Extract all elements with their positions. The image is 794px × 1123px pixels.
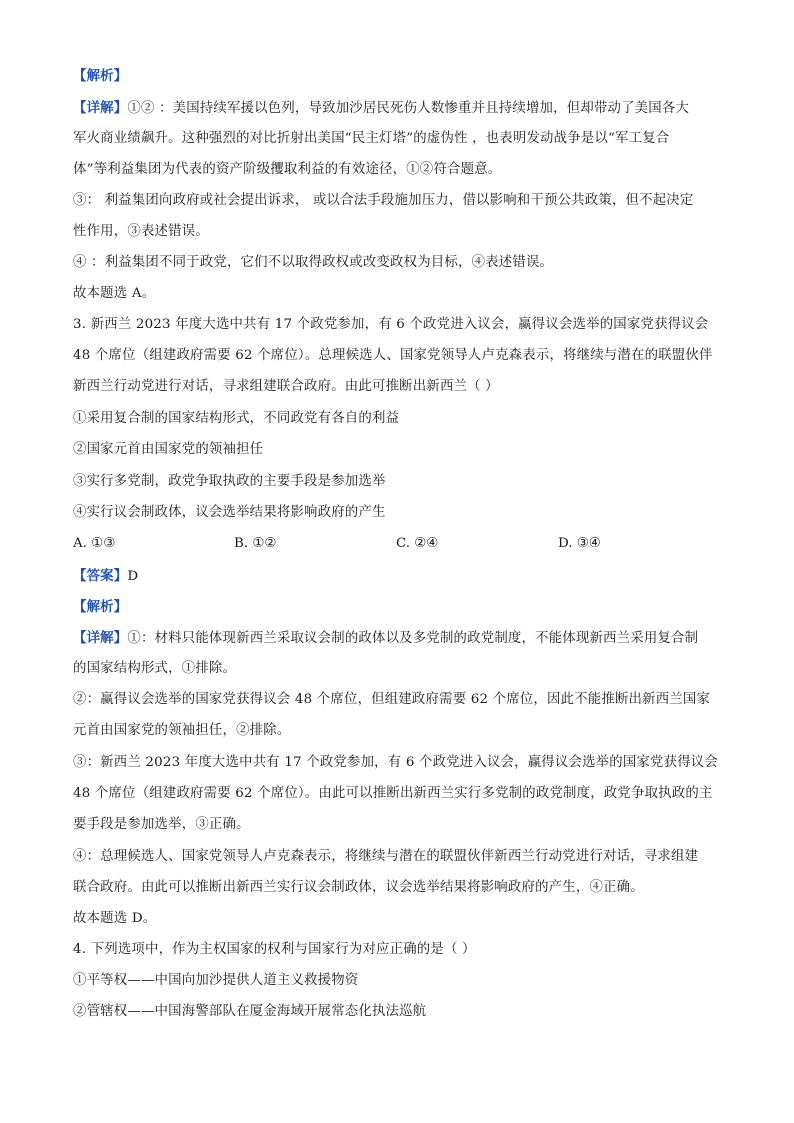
q3-detail-2-line-2: 元首由国家党的领袖担任，②排除。 xyxy=(73,723,291,738)
q3-stem-line-1: 3. 新西兰 2023 年度大选中共有 17 个政党参加，有 6 个政党进入议会，赢得议会选举的国家党获得议会 xyxy=(73,317,709,332)
q2-point-3-line-2: 性作用，③表述错误。 xyxy=(73,224,209,239)
q3-detail-3-line-1: ③：新西兰 2023 年度大选中共有 17 个政党参加，有 6 个政党进入议会，赢得议会选举的国家党获得议会 xyxy=(73,755,718,770)
q4-stem: 4. 下列选项中，作为主权国家的权利与国家行为对应正确的是（ ） xyxy=(73,942,476,957)
q3-detail-2-line-1: ②：赢得议会选举的国家党获得议会 48 个席位，但组建政府需要 62 个席位，因此不能推断出新西兰国家 xyxy=(73,692,711,707)
q3-option-d: D. ③④ xyxy=(558,536,601,551)
q3-statement-4: ④实行议会制政体，议会选举结果将影响政府的产生 xyxy=(73,505,386,520)
q3-detail-1-line-2: 的国家结构形式，①排除。 xyxy=(73,661,237,676)
q2-detail-line-3: 体”等利益集团为代表的资产阶级攫取利益的有效途径，①②符合题意。 xyxy=(73,162,502,177)
q3-detail-text: ①：材料只能体现新西兰采取议会制的政体以及多党制的政党制度，不能体现新西兰采用复合制 xyxy=(127,631,699,646)
q3-detail-3-line-2: 48 个席位（组建政府需要 62 个席位）。由此可以推断出新西兰实行多党制的政党制度，政党争取执政的主 xyxy=(73,786,713,801)
q3-analysis-heading xyxy=(73,597,723,618)
q3-conclusion: 故本题选 D。 xyxy=(73,911,157,926)
q3-detail-3-line-3: 要手段是参加选举，③正确。 xyxy=(73,817,250,832)
q3-detail-4-line-1: ④：总理候选人、国家党领导人卢克森表示，将继续与潜在的联盟伙伴新西兰行动党进行对话，寻求组建 xyxy=(73,849,699,864)
analysis-heading xyxy=(73,66,723,87)
answer-tag: 【答案】 xyxy=(73,568,128,584)
q3-statement-3: ③实行多党制，政党争取执政的主要手段是参加选举 xyxy=(73,474,386,489)
q3-detail-line-1 xyxy=(73,628,723,649)
q3-option-a: A. ①③ xyxy=(73,536,116,551)
q2-detail-line-1 xyxy=(73,98,723,119)
q3-answer xyxy=(73,566,723,587)
detail-tag: 【详解】 xyxy=(73,630,128,646)
analysis-tag: 【解析】 xyxy=(73,68,128,84)
q2-point-4: ④ ：利益集团不同于政党，它们不以取得政权或改变政权为目标，④表述错误。 xyxy=(73,255,554,270)
q3-stem-line-2: 48 个席位（组建政府需要 62 个席位）。总理候选人、国家党领导人卢克森表示，将继续与潜在的联盟伙伴 xyxy=(73,348,713,363)
q4-statement-1: ①平等权——中国向加沙提供人道主义救援物资 xyxy=(73,973,359,988)
q3-option-c: C. ②④ xyxy=(396,536,439,551)
q2-conclusion: 故本题选 A。 xyxy=(73,286,156,301)
q3-detail-4-line-2: 联合政府。由此可以推断出新西兰实行议会制政体，议会选举结果将影响政府的产生，④正确。 xyxy=(73,880,644,895)
detail-tag: 【详解】 xyxy=(73,100,128,116)
q4-statement-2: ②管辖权——中国海警部队在厦金海域开展常态化执法巡航 xyxy=(73,1004,427,1019)
q2-point-3-line-1: ③： 利益集团向政府或社会提出诉求， 或以合法手段施加压力，借以影响和干预公共政策，但不起决定 xyxy=(73,193,694,208)
q3-statement-1: ①采用复合制的国家结构形式，不同政党有各自的利益 xyxy=(73,411,400,426)
q3-statement-2: ②国家元首由国家党的领袖担任 xyxy=(73,442,264,457)
q2-detail-line-2: 军火商业绩飙升。这种强烈的对比折射出美国“民主灯塔”的虚伪性 ，也表明发动战争是以“军工复合 xyxy=(73,131,670,146)
q2-detail-text: ①② ：美国持续军援以色列，导致加沙居民死伤人数惨重并且持续增加，但却带动了美国各大 xyxy=(127,101,690,116)
analysis-tag: 【解析】 xyxy=(73,599,128,615)
answer-value: D xyxy=(127,569,139,584)
q3-option-b: B. ①② xyxy=(234,536,277,551)
q3-stem-line-3: 新西兰行动党进行对话，寻求组建联合政府。由此可推断出新西兰（ ） xyxy=(73,379,499,394)
